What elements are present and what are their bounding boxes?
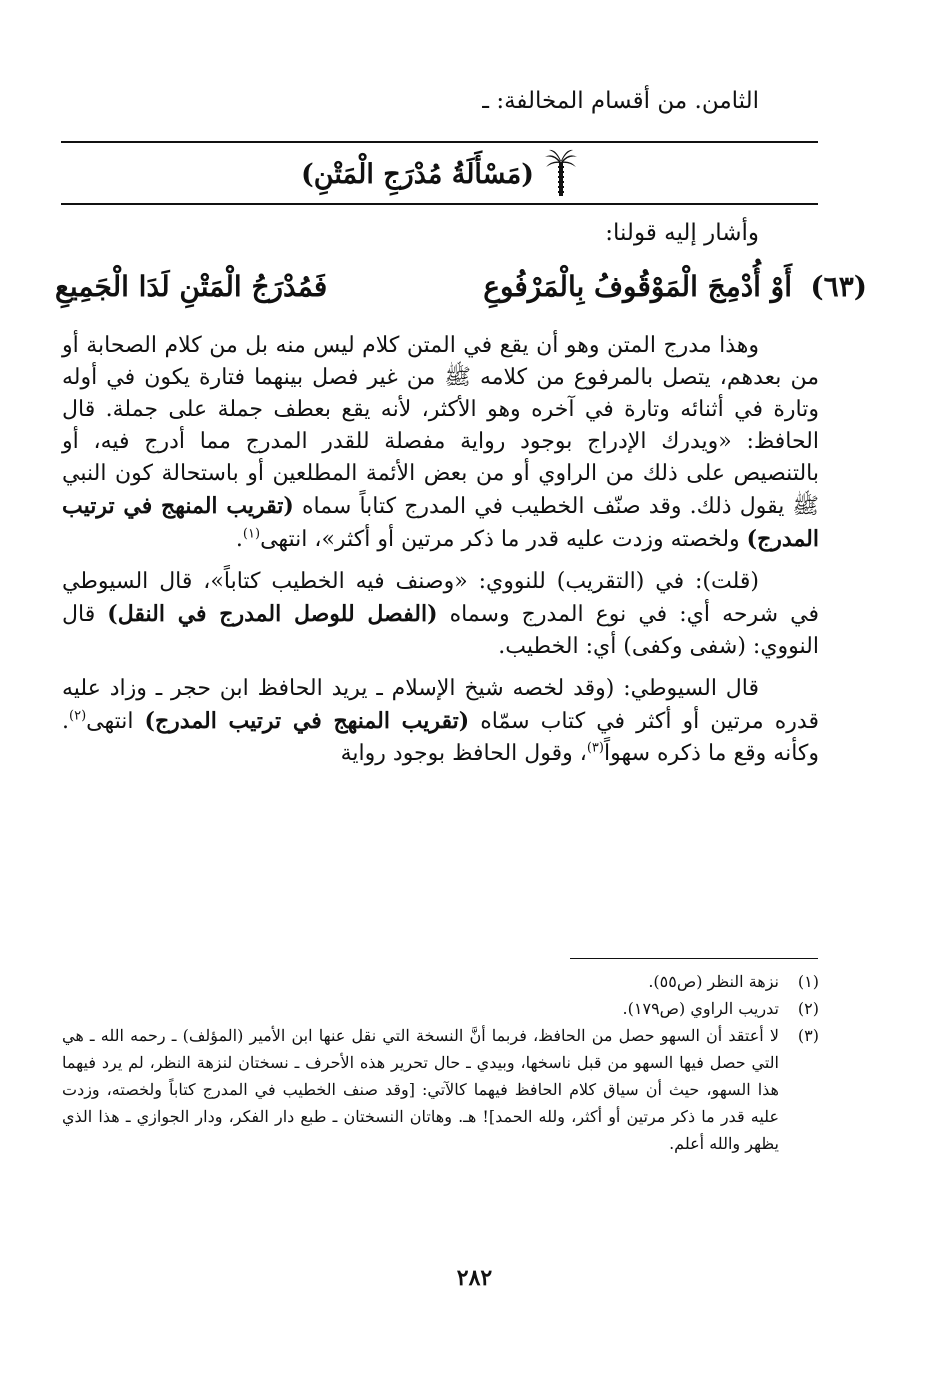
footnote-number: (٣) <box>797 1026 819 1045</box>
body-text <box>62 330 819 780</box>
verse-hemistich-second: فَمُدْرَجُ الْمَتْنِ لَدَا الْجَمِيعِ <box>55 270 328 303</box>
footnote-item <box>62 968 819 995</box>
footnotes <box>62 968 819 1157</box>
verse-hemistich-first: أَوْ أُدْمِجَ الْمَوْقُوفُ بِالْمَرْفُوعِ <box>483 270 792 303</box>
footnote-text: تدريب الراوي (ص١٧٩). <box>622 999 779 1018</box>
footnote-number: (٢) <box>797 999 819 1018</box>
palm-tree-icon <box>544 148 578 200</box>
paragraph-text: وهذا مدرج المتن وهو أن يقع في المتن كلام ليس منه بل من كلام الصحابة أو من بعدهم، يتصل بالمرفوع من كلامه ﷺ من غير فصل بينهما فتارة يكون في أوله وتارة في أثنائه وتارة في آخره وهو الأكثر، لأنه يقع بعطف جملة على جملة. قال الحافظ: «ويدرك الإدراج بوجود رواية مفصلة للقدر المدرج مما أدرج فيه، أو بالتنصيص على ذلك من الراوي أو من بعض الأئمة المطلعين أو باستحالة كون النبي ﷺ يقول ذلك. وقد صنّف الخطيب في المدرج كتاباً سماه <box>62 333 819 519</box>
paragraph-text: قال السيوطي: (وقد لخصه شيخ الإسلام ـ يريد الحافظ ابن حجر ـ وزاد عليه قدره مرتين أو أكثر في كتاب سمّاه <box>62 676 819 734</box>
paragraph-text: . وكأنه وقع ما ذكره سهواً <box>62 709 819 766</box>
footnote-ref[interactable]: (١) <box>242 526 261 542</box>
paragraph-text: انتهى <box>86 709 145 734</box>
paragraph <box>62 330 819 556</box>
paragraph-text: (قلت): في (التقريب) للنووي: «وصنف فيه الخطيب كتاباً»، قال السيوطي في شرحه أي: في نوع المدرج وسماه <box>62 569 819 627</box>
paragraph <box>62 673 819 770</box>
footnote-text: لا أعتقد أن السهو حصل من الحافظ، فربما أنَّ النسخة التي نقل عنها ابن الأمير (المؤلف) ـ رحمه الله ـ هي التي حصل فيها السهو من قبل ناسخها، وبيدي ـ حال تحرير هذه الأحرف ـ نسختان لنزهة النظر، لم يرد فيهما هذا السهو، حيث أن سياق كلام الحافظ فيهما كالآتي: [وقد صنف الخطيب في المدرج كتاباً ولخصته، وزدت عليه قدر ما ذكر مرتين أو أكثر، ولله الحمد]! هـ. وهاتان النسختان ـ طبع دار الفكر، ودار الجوازي ـ هذا الذي يظهر والله أعلم. <box>62 1026 780 1153</box>
book-title-bold: (الفصل للوصل المدرج في النقل) <box>107 601 438 627</box>
running-head: الثامن. من أقسام المخالفة: ـ <box>482 88 759 114</box>
paragraph-text: ولخصته وزدت عليه قدر ما ذكر مرتين أو أكثر»، انتهى <box>260 527 747 552</box>
intro-line: وأشار إليه قولنا: <box>605 220 759 246</box>
title-rule-top <box>61 141 818 143</box>
book-title-bold: (تقريب المنهج في ترتيب المدرج) <box>62 493 819 552</box>
paragraph-text: قال النووي: (شفى وكفى) أي: الخطيب. <box>62 602 819 659</box>
section-title: (مَسْأَلَةُ مُدْرَجِ الْمَتْنِ) <box>301 158 534 190</box>
verse-number: (٦٣) <box>810 270 867 303</box>
paragraph <box>62 566 819 663</box>
footnote-ref[interactable]: (٢) <box>69 708 87 724</box>
section-heading <box>61 148 818 200</box>
footnote-item <box>62 995 819 1022</box>
footnote-separator <box>570 958 818 959</box>
footnote-item <box>62 1022 819 1157</box>
paragraph-text: ، وقول الحافظ بوجود رواية <box>340 741 587 766</box>
footnote-text: نزهة النظر (ص٥٥). <box>648 972 779 991</box>
page-number: ٢٨٢ <box>456 1265 493 1291</box>
footnote-ref[interactable]: (٣) <box>586 740 604 756</box>
title-rule-bottom <box>61 203 818 205</box>
verse-line <box>55 262 867 312</box>
paragraph-text: . <box>235 527 243 552</box>
book-title-bold: (تقريب المنهج في ترتيب المدرج) <box>144 708 470 734</box>
footnote-number: (١) <box>797 972 819 991</box>
